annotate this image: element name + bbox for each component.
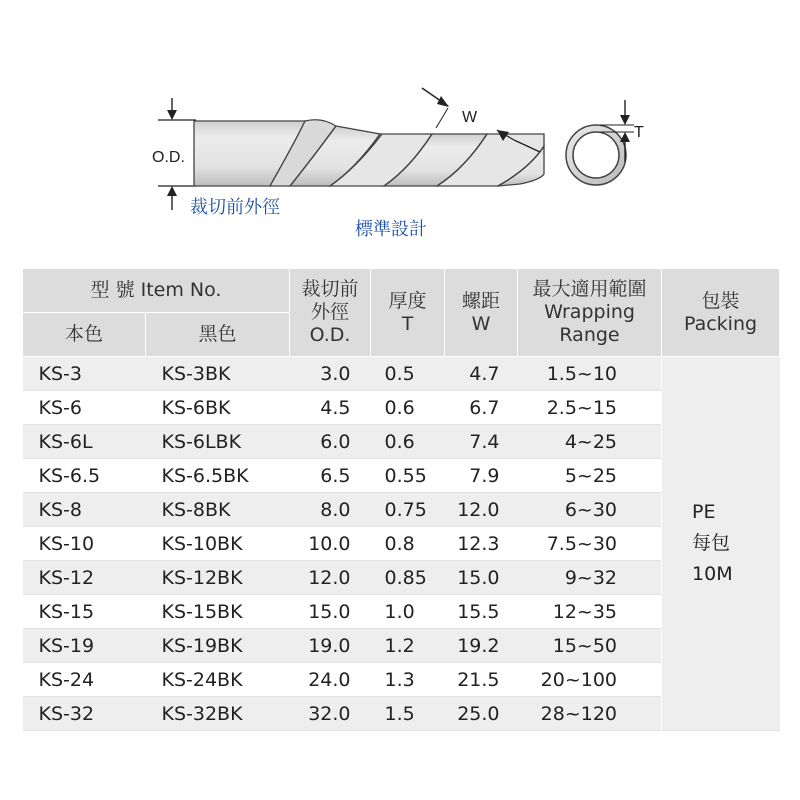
cell-w: 12.0	[445, 493, 518, 527]
spec-table	[22, 268, 780, 731]
cell-natural: KS-10	[23, 527, 146, 561]
header-thickness-line2: T	[401, 312, 414, 335]
cell-od: 32.0	[290, 697, 371, 731]
od-label: O.D.	[152, 149, 185, 166]
cell-black: KS-10BK	[146, 527, 290, 561]
cell-w: 12.3	[445, 527, 518, 561]
cell-black: KS-6.5BK	[146, 459, 290, 493]
table-row	[23, 357, 780, 391]
cell-natural: KS-24	[23, 663, 146, 697]
header-od	[290, 269, 371, 357]
cell-range: 28~120	[518, 697, 662, 731]
cell-range: 4~25	[518, 425, 662, 459]
od-dimension	[152, 98, 196, 210]
header-range-line2: Wrapping	[544, 301, 635, 323]
cell-natural: KS-8	[23, 493, 146, 527]
cell-black: KS-8BK	[146, 493, 290, 527]
packing-line2: 每包	[692, 532, 731, 554]
cell-od: 19.0	[290, 629, 371, 663]
header-od-line3: O.D.	[309, 324, 351, 346]
cell-natural: KS-6L	[23, 425, 146, 459]
header-thickness-line1: 厚度	[388, 289, 427, 312]
cell-w: 6.7	[445, 391, 518, 425]
cell-black: KS-6LBK	[146, 425, 290, 459]
header-item-no: 型 號 Item No.	[23, 269, 290, 313]
cell-od: 4.5	[290, 391, 371, 425]
cell-t: 1.0	[371, 595, 445, 629]
cell-range: 20~100	[518, 663, 662, 697]
packing-line1: PE	[692, 501, 716, 523]
cell-natural: KS-32	[23, 697, 146, 731]
cell-od: 15.0	[290, 595, 371, 629]
cell-range: 5~25	[518, 459, 662, 493]
cell-w: 7.4	[445, 425, 518, 459]
cell-w: 21.5	[445, 663, 518, 697]
cell-range: 6~30	[518, 493, 662, 527]
header-wrapping-range	[518, 269, 662, 357]
cell-black: KS-24BK	[146, 663, 290, 697]
cell-t: 0.55	[371, 459, 445, 493]
cell-natural: KS-3	[23, 357, 146, 391]
packing-line3: 10M	[692, 563, 733, 585]
cell-t: 0.6	[371, 391, 445, 425]
header-black: 黑色	[146, 313, 290, 357]
cell-od: 10.0	[290, 527, 371, 561]
header-thickness	[371, 269, 445, 357]
cell-black: KS-15BK	[146, 595, 290, 629]
cell-w: 7.9	[445, 459, 518, 493]
cell-w: 19.2	[445, 629, 518, 663]
cell-t: 0.85	[371, 561, 445, 595]
cell-natural: KS-6.5	[23, 459, 146, 493]
cell-od: 3.0	[290, 357, 371, 391]
header-pitch-line1: 螺距	[462, 289, 501, 312]
header-od-line1: 裁切前	[301, 278, 359, 300]
header-pitch	[445, 269, 518, 357]
cell-w: 25.0	[445, 697, 518, 731]
header-packing	[662, 269, 780, 357]
cell-natural: KS-19	[23, 629, 146, 663]
cell-t: 1.3	[371, 663, 445, 697]
cell-t: 0.6	[371, 425, 445, 459]
cell-black: KS-3BK	[146, 357, 290, 391]
cell-range: 1.5~10	[518, 357, 662, 391]
ring-cross-section-icon	[566, 125, 626, 185]
cell-black: KS-12BK	[146, 561, 290, 595]
cell-od: 6.0	[290, 425, 371, 459]
header-pitch-line2: W	[471, 312, 491, 335]
cell-black: KS-6BK	[146, 391, 290, 425]
header-od-line2: 外徑	[311, 301, 350, 323]
cell-range: 9~32	[518, 561, 662, 595]
cell-natural: KS-6	[23, 391, 146, 425]
cell-t: 0.8	[371, 527, 445, 561]
spiral-wrap-diagram	[0, 0, 800, 260]
cell-w: 4.7	[445, 357, 518, 391]
standard-design-label: 標準設計	[355, 219, 427, 240]
cell-t: 0.75	[371, 493, 445, 527]
w-label: W	[462, 109, 478, 126]
t-label: T	[634, 124, 644, 141]
cell-range: 7.5~30	[518, 527, 662, 561]
cell-natural: KS-12	[23, 561, 146, 595]
cell-od: 24.0	[290, 663, 371, 697]
cut-od-label: 裁切前外徑	[190, 197, 280, 218]
cell-t: 1.5	[371, 697, 445, 731]
header-natural: 本色	[23, 313, 146, 357]
cell-range: 12~35	[518, 595, 662, 629]
cell-natural: KS-15	[23, 595, 146, 629]
cell-range: 2.5~15	[518, 391, 662, 425]
cell-range: 15~50	[518, 629, 662, 663]
cell-black: KS-19BK	[146, 629, 290, 663]
cell-od: 6.5	[290, 459, 371, 493]
cell-t: 0.5	[371, 357, 445, 391]
header-packing-line1: 包裝	[701, 289, 740, 312]
cell-od: 12.0	[290, 561, 371, 595]
cell-black: KS-32BK	[146, 697, 290, 731]
cell-od: 8.0	[290, 493, 371, 527]
packing-cell	[662, 357, 780, 731]
cell-w: 15.5	[445, 595, 518, 629]
spiral-tube-icon	[194, 120, 544, 186]
cell-w: 15.0	[445, 561, 518, 595]
header-range-line1: 最大適用範圍	[532, 278, 647, 300]
header-range-line3: Range	[559, 324, 620, 346]
cell-t: 1.2	[371, 629, 445, 663]
header-packing-line2: Packing	[683, 312, 758, 335]
